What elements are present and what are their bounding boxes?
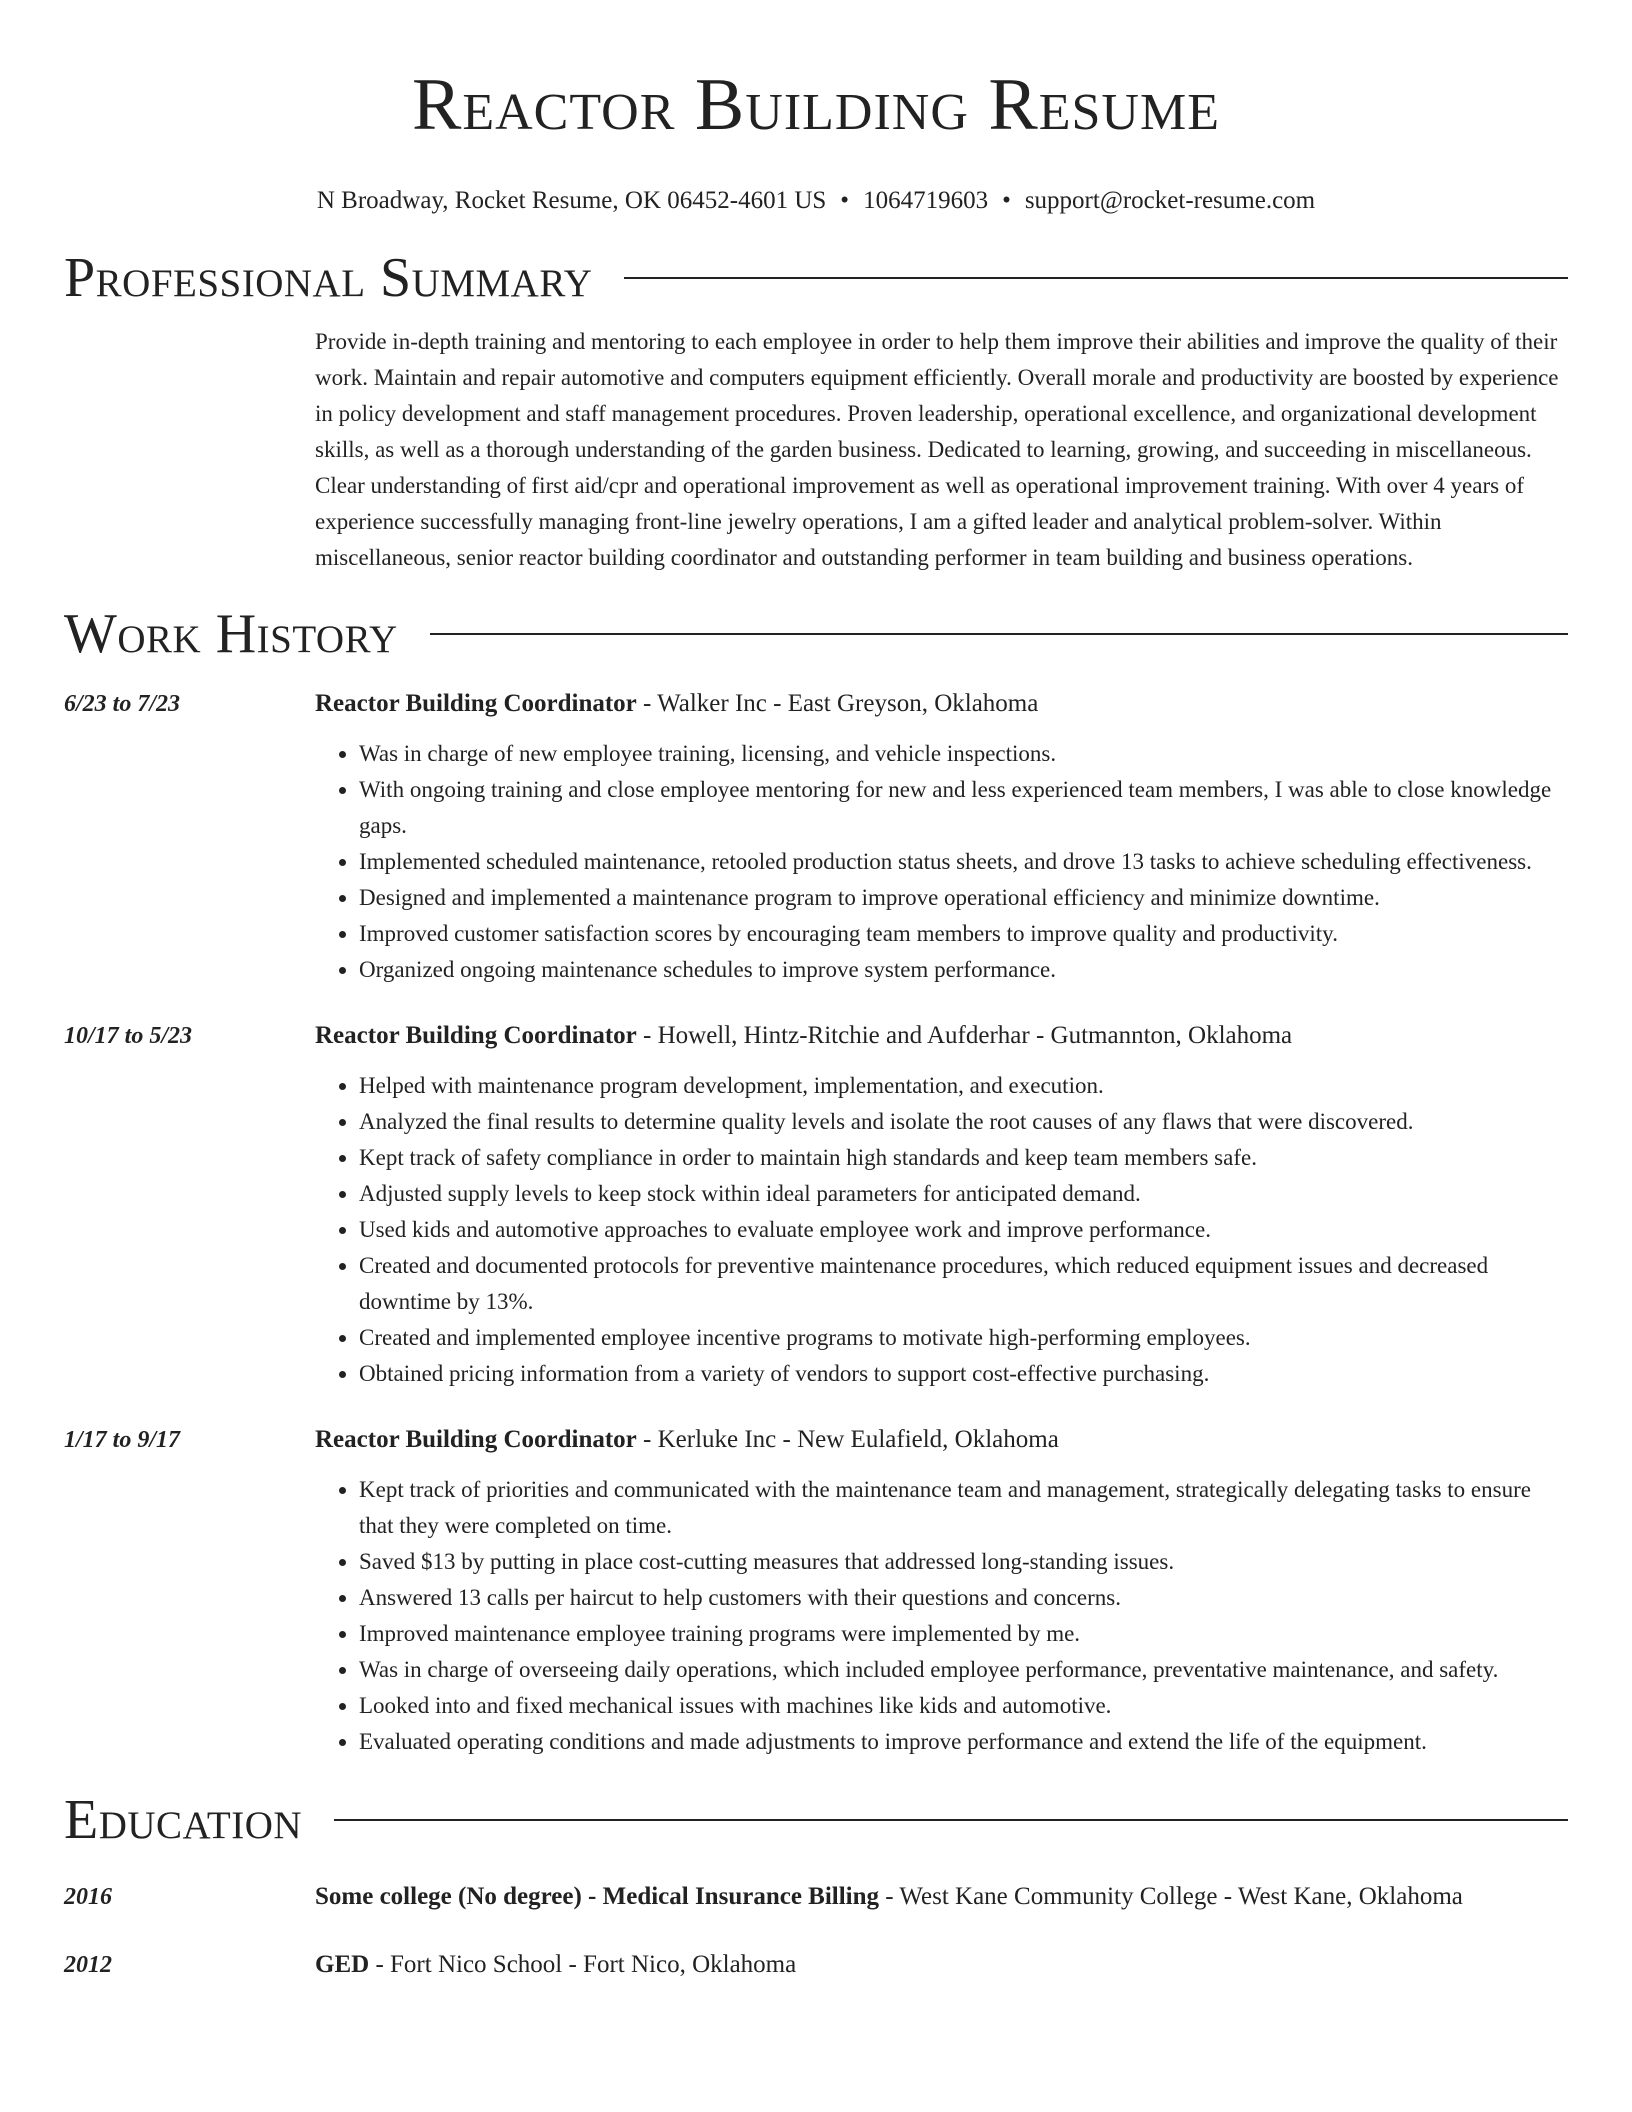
section-rule bbox=[624, 277, 1568, 279]
job-dates: 6/23 to 7/23 bbox=[64, 691, 181, 717]
education-degree: GED bbox=[315, 1951, 370, 1978]
job-bullet: • Adjusted supply levels to keep stock within ideal parameters for anticipated demand. bbox=[359, 1176, 1568, 1212]
work-heading: Work History bbox=[64, 603, 398, 665]
job-dates: 1/17 to 9/17 bbox=[64, 1427, 181, 1453]
section-rule bbox=[430, 633, 1568, 635]
job-entry bbox=[64, 686, 1568, 988]
job-bullet: • Used kids and automotive approaches to evaluate employee work and improve performance. bbox=[359, 1212, 1568, 1248]
job-bullet: • Improved customer satisfaction scores by encouraging team members to improve quality and productivity. bbox=[359, 916, 1568, 952]
job-bullet: • Saved $13 by putting in place cost-cutting measures that addressed long-standing issues. bbox=[359, 1544, 1568, 1580]
job-title: Reactor Building Coordinator bbox=[315, 1426, 637, 1453]
job-bullet: • Kept track of priorities and communicated with the maintenance team and management, strategically delegating tasks to ensure that they were completed on time. bbox=[359, 1472, 1568, 1544]
contact-line bbox=[0, 186, 1632, 216]
job-bullet: • Kept track of safety compliance in order to maintain high standards and keep team members safe. bbox=[359, 1140, 1568, 1176]
job-bullet: • Designed and implemented a maintenance program to improve operational efficiency and minimize downtime. bbox=[359, 880, 1568, 916]
job-bullet: • Implemented scheduled maintenance, retooled production status sheets, and drove 13 tasks to achieve scheduling effectiveness. bbox=[359, 844, 1568, 880]
education-section bbox=[0, 1788, 1632, 1982]
job-bullet: • Organized ongoing maintenance schedules to improve system performance. bbox=[359, 952, 1568, 988]
job-title: Reactor Building Coordinator bbox=[315, 690, 637, 717]
separator-dot: • bbox=[1002, 187, 1011, 214]
job-details: - Howell, Hintz-Ritchie and Aufderhar - Gutmannton, Oklahoma bbox=[636, 1022, 1293, 1049]
contact-address: N Broadway, Rocket Resume, OK 06452-4601 US bbox=[316, 187, 827, 214]
summary-text: Provide in-depth training and mentoring to each employee in order to help them improve their abilities and improve the quality of their work. Maintain and repair automotive and computers equipment efficiently. Overall morale and productivity are boosted by experience in policy development and staff management procedures. Proven leadership, operational excellence, and organizational development skills, as well as a thorough understanding of the garden business. Dedicated to learning, growing, and succeeding in miscellaneous. Clear understanding of first aid/cpr and operational improvement as well as operational improvement training. With over 4 years of experience successfully managing front-line jewelry operations, I am a gifted leader and analytical problem-solver. Within miscellaneous, senior reactor building coordinator and outstanding performer in team building and business operations. bbox=[315, 329, 1559, 570]
job-entry bbox=[64, 1422, 1568, 1760]
job-bullet: • Looked into and fixed mechanical issues with machines like kids and automotive. bbox=[359, 1688, 1568, 1724]
job-bullets bbox=[315, 736, 1568, 988]
job-bullet: • Created and implemented employee incentive programs to motivate high-performing employees. bbox=[359, 1320, 1568, 1356]
education-year: 2012 bbox=[64, 1952, 112, 1978]
job-bullets bbox=[315, 1068, 1568, 1392]
job-bullets bbox=[315, 1472, 1568, 1760]
job-heading bbox=[315, 686, 1568, 722]
summary-section bbox=[0, 246, 1632, 576]
job-heading bbox=[315, 1018, 1568, 1054]
work-history-section bbox=[0, 602, 1632, 1760]
job-bullet: • Improved maintenance employee training programs were implemented by me. bbox=[359, 1616, 1568, 1652]
resume-title: Reactor Building Resume bbox=[412, 64, 1220, 146]
job-dates: 10/17 to 5/23 bbox=[64, 1023, 193, 1049]
job-bullet: • Evaluated operating conditions and made adjustments to improve performance and extend the life of the equipment. bbox=[359, 1724, 1568, 1760]
job-bullet: • Was in charge of new employee training, licensing, and vehicle inspections. bbox=[359, 736, 1568, 772]
job-bullet: • Obtained pricing information from a variety of vendors to support cost-effective purchasing. bbox=[359, 1356, 1568, 1392]
education-year: 2016 bbox=[64, 1884, 112, 1910]
education-entry bbox=[64, 1880, 1568, 1914]
education-line bbox=[315, 1948, 796, 1982]
section-heading bbox=[64, 602, 1568, 666]
job-details: - Walker Inc - East Greyson, Oklahoma bbox=[636, 690, 1039, 717]
job-bullet: • Was in charge of overseeing daily operations, which included employee performance, preventative maintenance, and safety. bbox=[359, 1652, 1568, 1688]
section-heading bbox=[64, 246, 1568, 310]
job-bullet: • With ongoing training and close employee mentoring for new and less experienced team members, I was able to close knowledge gaps. bbox=[359, 772, 1568, 844]
education-heading: Education bbox=[64, 1789, 303, 1851]
section-rule bbox=[334, 1819, 1568, 1821]
job-body bbox=[315, 686, 1568, 988]
education-degree: Some college (No degree) - Medical Insurance Billing bbox=[315, 1883, 880, 1910]
job-bullet: • Created and documented protocols for preventive maintenance procedures, which reduced equipment issues and decreased downtime by 13%. bbox=[359, 1248, 1568, 1320]
job-body bbox=[315, 1422, 1568, 1760]
education-details: - West Kane Community College - West Kane, Oklahoma bbox=[879, 1883, 1463, 1910]
job-heading bbox=[315, 1422, 1568, 1458]
job-body bbox=[315, 1018, 1568, 1392]
summary-heading: Professional Summary bbox=[64, 247, 593, 309]
education-details: - Fort Nico School - Fort Nico, Oklahoma bbox=[369, 1951, 797, 1978]
separator-dot: • bbox=[840, 187, 850, 214]
job-entry bbox=[64, 1018, 1568, 1392]
education-entry bbox=[64, 1948, 1568, 1982]
contact-email: support@rocket-resume.com bbox=[1024, 187, 1316, 214]
job-bullet: • Answered 13 calls per haircut to help customers with their questions and concerns. bbox=[359, 1580, 1568, 1616]
section-heading bbox=[64, 1788, 1568, 1852]
job-details: - Kerluke Inc - New Eulafield, Oklahoma bbox=[636, 1426, 1059, 1453]
contact-phone: 1064719603 bbox=[863, 187, 989, 214]
education-line bbox=[315, 1880, 1463, 1914]
job-bullet: • Analyzed the final results to determine quality levels and isolate the root causes of any flaws that were discovered. bbox=[359, 1104, 1568, 1140]
job-title: Reactor Building Coordinator bbox=[315, 1022, 637, 1049]
job-bullet: • Helped with maintenance program development, implementation, and execution. bbox=[359, 1068, 1568, 1104]
